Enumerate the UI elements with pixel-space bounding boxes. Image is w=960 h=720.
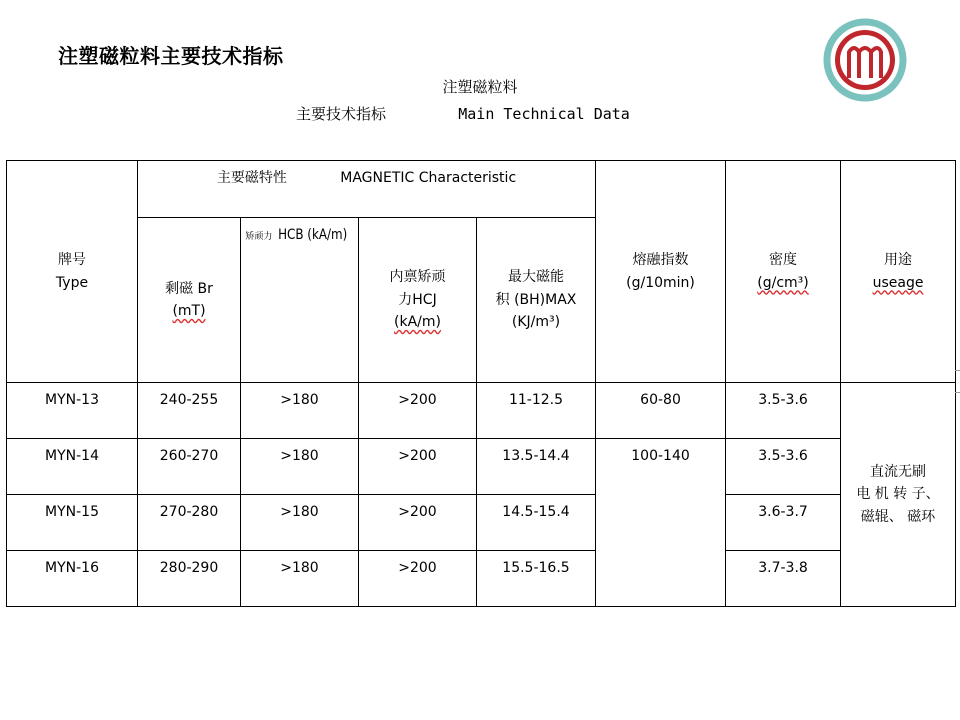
header-magnetic-group: 主要磁特性 MAGNETIC Characteristic <box>138 161 596 218</box>
side-mark <box>955 370 960 371</box>
header-density: 密度 (g/cm³) <box>726 161 841 383</box>
technical-data-table <box>6 160 956 607</box>
subtitle-cn: 注塑磁粒料 <box>442 78 518 96</box>
subtitle-line: 主要技术指标 Main Technical Data <box>296 105 630 123</box>
header-type: 牌号 Type <box>7 161 138 383</box>
header-usage: 用途 useage <box>841 161 956 383</box>
page-title: 注塑磁粒料主要技术指标 <box>58 44 284 68</box>
table-row: MYN-15 270-280 >180 >200 14.5-15.4 3.6-3.7 <box>7 495 956 551</box>
header-hcj: 内禀矫顽 力HCJ (kA/m) <box>359 218 477 383</box>
header-melt-index: 熔融指数 (g/10min) <box>596 161 726 383</box>
side-mark <box>955 392 960 393</box>
header-hcb: 矫顽力 HCB (kA/m) <box>241 218 359 383</box>
table-row: MYN-14 260-270 >180 >200 13.5-14.4 100-140 3.5-3.6 <box>7 439 956 495</box>
usage-cell: 直流无刷 电 机 转 子、 磁辊、 磁环 <box>841 383 956 607</box>
table-row: MYN-16 280-290 >180 >200 15.5-16.5 3.7-3.8 <box>7 551 956 607</box>
header-bhmax: 最大磁能 积 (BH)MAX (KJ/m³) <box>477 218 596 383</box>
header-br: 剩磁 Br (mT) <box>138 218 241 383</box>
table-row: MYN-13 240-255 >180 >200 11-12.5 60-80 3.5-3.6 直流无刷 电 机 转 子、 磁辊、 磁环 <box>7 383 956 439</box>
